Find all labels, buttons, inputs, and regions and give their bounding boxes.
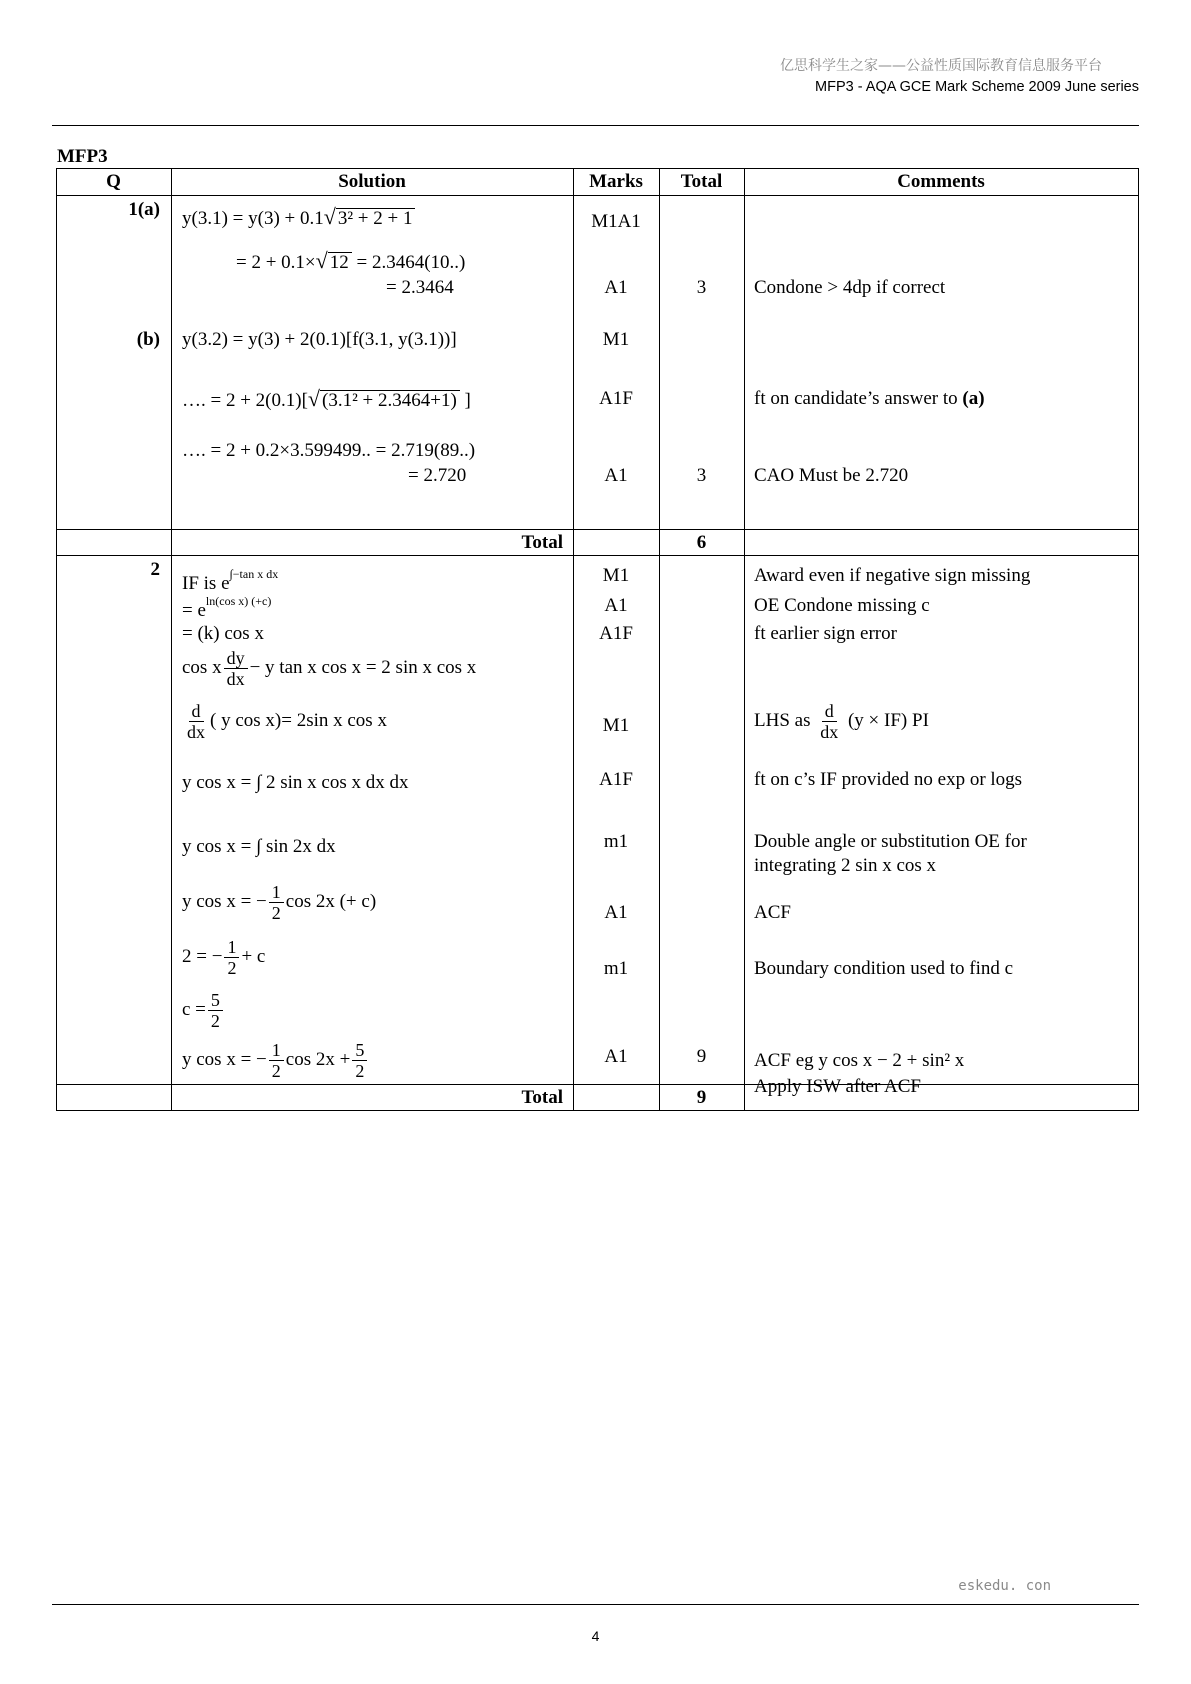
mark: A1F	[599, 388, 633, 409]
total: 3	[696, 465, 707, 486]
comment: ft earlier sign error	[754, 623, 897, 644]
solution-line: …. = 2 + 0.2×3.599499.. = 2.719(89..)	[182, 440, 476, 461]
total: 3	[696, 277, 707, 298]
total: 9	[696, 1046, 707, 1067]
comment: ACF	[754, 902, 791, 923]
mark: A1	[604, 465, 628, 486]
table-rule	[56, 168, 1138, 169]
solution-line: = $e^{ln(cos x) (+c)}$	[182, 594, 272, 621]
comment: integrating 2 sin x cos x	[754, 855, 937, 876]
comment: Apply ISW after ACF	[754, 1076, 921, 1097]
comment: Award even if negative sign missing	[754, 565, 1031, 586]
column-header-marks: Marks	[589, 171, 643, 192]
comment: CAO Must be 2.720	[754, 465, 909, 486]
table-rule	[56, 1084, 1138, 1085]
solution-line: y cos x = ∫ 2 sin x cos x dx dx	[182, 772, 409, 793]
mark: A1	[604, 277, 628, 298]
mark: A1	[604, 595, 628, 616]
column-header-solution: Solution	[338, 171, 406, 192]
comment: Double angle or substitution OE for	[754, 831, 1027, 852]
mark-scheme-table	[56, 168, 1139, 1111]
mark: M1	[602, 565, 630, 586]
comment: LHS as $\frac{d}{dx}$ (y × IF) PI	[754, 701, 929, 742]
solution-line: c = $\frac{5}{2}$	[182, 990, 225, 1031]
total-value: 6	[696, 532, 707, 553]
mark: A1	[604, 902, 628, 923]
mark: M1A1	[591, 211, 641, 232]
solution-line: = 2 + 0.1×√ 12 = 2.3464(10..)	[236, 248, 466, 273]
column-header-comments: Comments	[897, 171, 985, 192]
question-part: (b)	[136, 329, 160, 350]
mark: A1F	[599, 769, 633, 790]
solution-line: = (k) cos x	[182, 623, 264, 644]
table-rule	[56, 555, 1138, 556]
solution-line: 2 = − $\frac{1}{2}$ + c	[182, 937, 266, 978]
mark: A1	[604, 1046, 628, 1067]
table-rule	[56, 1110, 1138, 1111]
question-number: 2	[150, 559, 160, 580]
solution-line: y(3.2) = y(3) + 2(0.1)[f(3.1, y(3.1))]	[182, 329, 457, 350]
total-label: Total	[521, 1087, 563, 1108]
table-rule	[744, 168, 745, 1111]
table-rule	[171, 168, 172, 1111]
solution-line: IF is $e^{\int-tan x dx}$	[182, 567, 279, 594]
mark: m1	[603, 831, 629, 852]
table-rule	[56, 529, 1138, 530]
solution-line: cos x $\frac{dy}{dx}$ − y tan x cos x = 2 sin x cos x	[182, 648, 477, 689]
solution-line: $\frac{d}{dx}$ ( y cos x)= 2sin x cos x	[187, 701, 387, 742]
solution-line: = 2.3464	[386, 277, 454, 298]
footer-rule	[52, 1604, 1139, 1605]
comment: ACF eg y cos x − 2 + sin² x	[754, 1050, 965, 1071]
mark: M1	[602, 715, 630, 736]
total-label: Total	[521, 532, 563, 553]
solution-line: y(3.1) = y(3) + 0.1√ 3² + 2 + 1	[182, 206, 415, 230]
table-rule	[56, 195, 1138, 196]
mark: M1	[602, 329, 630, 350]
table-rule	[1138, 168, 1139, 1111]
comment: ft on c’s IF provided no exp or logs	[754, 769, 1023, 790]
mark: A1F	[599, 623, 633, 644]
solution-line: y cos x = ∫ sin 2x dx	[182, 836, 336, 857]
solution-line: …. = 2 + 2(0.1)[√ (3.1² + 2.3464+1) ]	[182, 386, 471, 411]
footer-site-text: eskedu. con	[958, 1578, 1051, 1594]
comment: Condone > 4dp if correct	[754, 277, 946, 298]
solution-line: y cos x = − $\frac{1}{2}$ cos 2x + $\frac{5}{2}$	[182, 1040, 369, 1081]
comment: ft on candidate’s answer to (a)	[754, 388, 985, 409]
mark: m1	[603, 958, 629, 979]
page-number: 4	[591, 1628, 600, 1644]
comment: OE Condone missing c	[754, 595, 930, 616]
table-rule	[56, 168, 57, 1111]
total-value: 9	[696, 1087, 707, 1108]
comment: Boundary condition used to find c	[754, 958, 1014, 979]
column-header-q: Q	[106, 171, 121, 192]
section-title: MFP3	[57, 146, 108, 167]
solution-line: = 2.720	[408, 465, 467, 486]
column-header-total: Total	[680, 171, 723, 192]
document-title: MFP3 - AQA GCE Mark Scheme 2009 June series	[815, 79, 1139, 95]
solution-line: y cos x = − $\frac{1}{2}$ cos 2x (+ c)	[182, 882, 377, 923]
question-number: 1(a)	[128, 199, 160, 220]
header-rule	[52, 125, 1139, 126]
watermark-header: 亿思科学生之家——公益性质国际教育信息服务平台	[780, 58, 1102, 74]
table-rule	[659, 168, 660, 1111]
